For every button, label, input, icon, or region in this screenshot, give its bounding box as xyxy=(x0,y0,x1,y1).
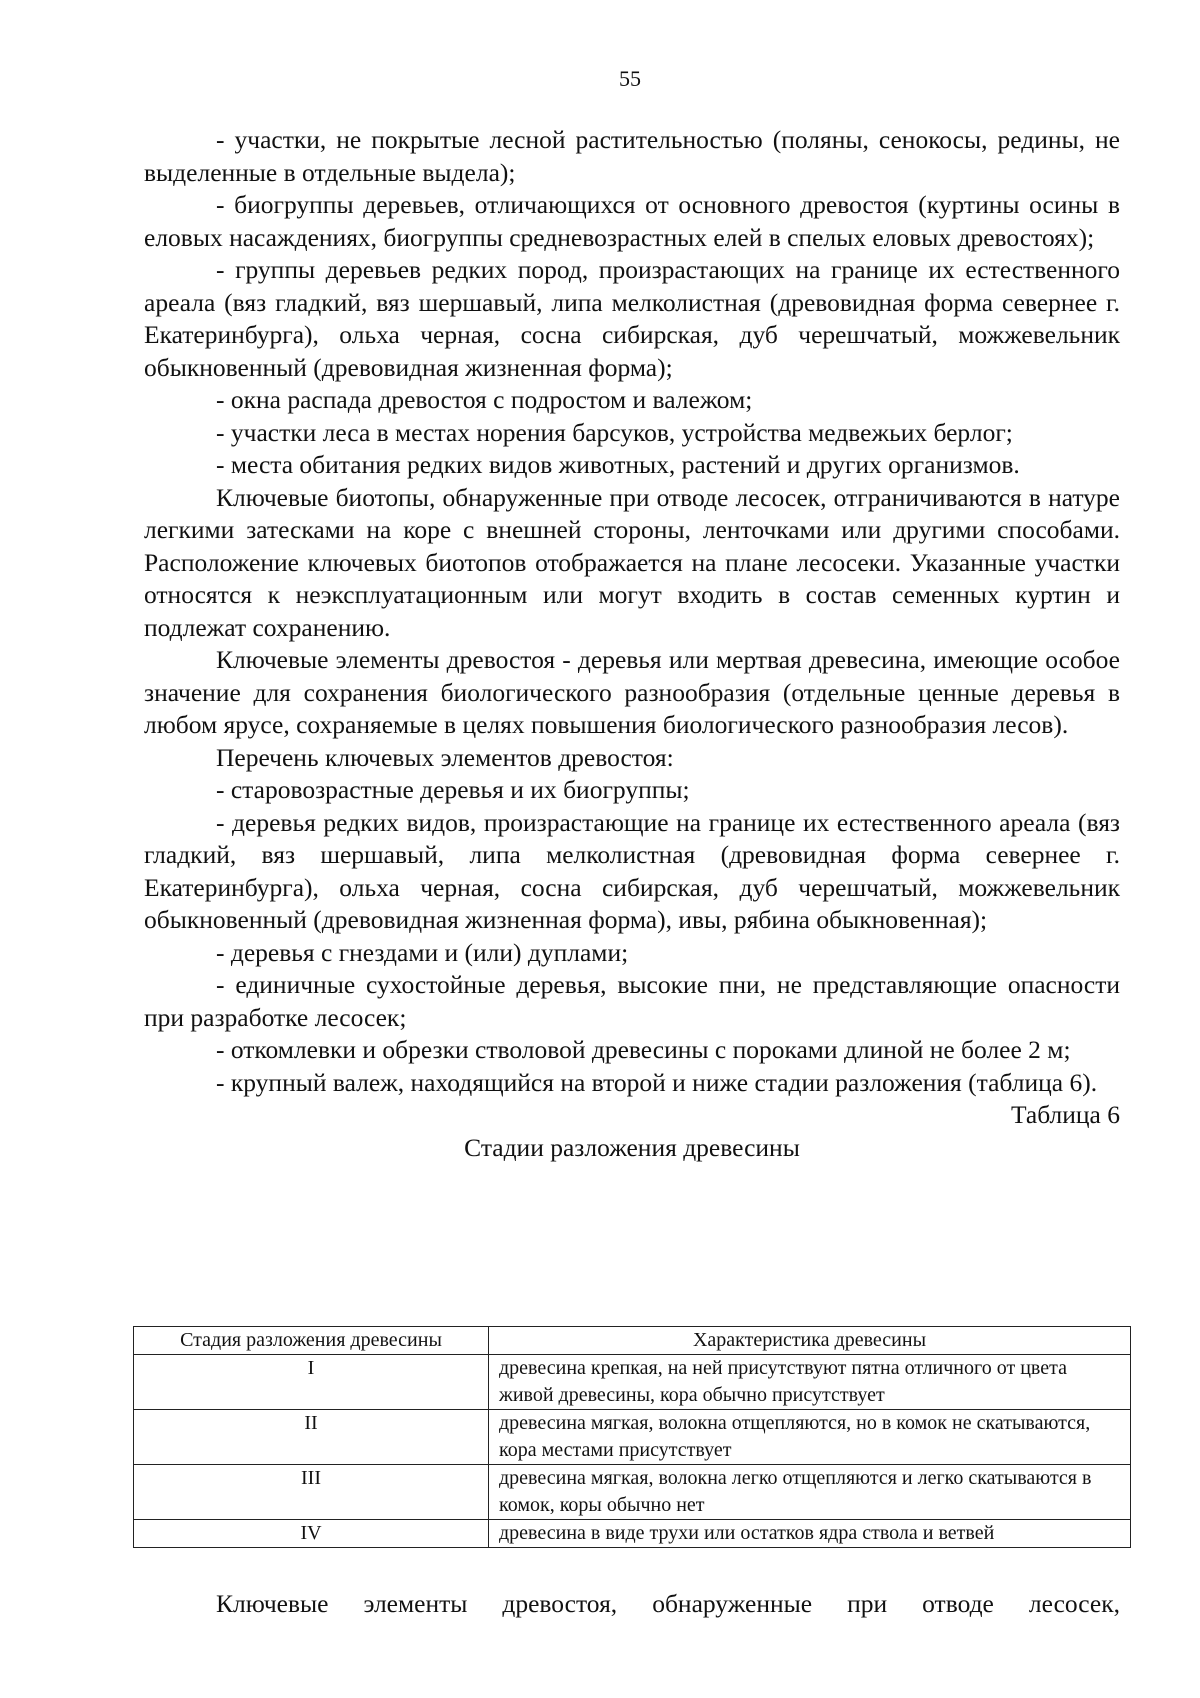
table-row xyxy=(134,1520,1131,1548)
paragraph: - окна распада древостоя с подростом и валежом; xyxy=(216,385,753,414)
paragraph: - участки леса в местах норения барсуков, устройства медвежьих берлог; xyxy=(216,417,1013,447)
paragraph: - единичные сухостойные деревья, высокие пни, не представляющие опасности при разработке лесосек; xyxy=(144,970,1120,1032)
closing-paragraph: Ключевые элементы древостоя, обнаруженные при отводе лесосек, xyxy=(216,1589,1120,1618)
stage-cell: II xyxy=(134,1410,489,1465)
body-text xyxy=(144,124,1120,1164)
header-stage: Стадия разложения древесины xyxy=(134,1327,489,1355)
stage-cell: IV xyxy=(134,1520,489,1548)
paragraph: - деревья с гнездами и (или) дуплами; xyxy=(216,937,629,967)
paragraph: - откомлевки и обрезки стволовой древесины с пороками длиной не более 2 м; xyxy=(216,1035,1071,1064)
paragraph: - группы деревьев редких пород, произрастающих на границе их естественного ареала (вяз гладкий, вяз шершавый, липа мелколистная (древовидная форма севернее г. Екатеринбурга), ольха черная, сосна сибирская, дуб черешчатый, можжевельник обыкновенный (древовидная жизненная форма); xyxy=(144,255,1120,382)
table-row xyxy=(134,1355,1131,1410)
paragraph: Ключевые элементы древостоя - деревья или мертвая древесина, имеющие особое значение для сохранения биологического разнообразия (отдельные ценные деревья в любом ярусе, сохраняемые в целях повышения биологического разнообразия лесов). xyxy=(144,645,1120,739)
description-cell: древесина крепкая, на ней присутствуют пятна отличного от цвета живой древесины, кора обычно присутствует xyxy=(489,1355,1131,1410)
paragraph: - биогруппы деревьев, отличающихся от основного древостоя (куртины осины в еловых насаждениях, биогруппы средневозрастных елей в спелых еловых древостоях); xyxy=(144,190,1120,252)
table-header-row xyxy=(134,1327,1131,1355)
table-row xyxy=(134,1465,1131,1520)
header-characteristic: Характеристика древесины xyxy=(489,1327,1131,1355)
paragraph: - участки, не покрытые лесной растительностью (поляны, сенокосы, редины, не выделенные в отдельные выдела); xyxy=(144,125,1120,187)
paragraph: Перечень ключевых элементов древостоя: xyxy=(216,742,674,772)
stage-cell: III xyxy=(134,1465,489,1520)
paragraph: Ключевые биотопы, обнаруженные при отводе лесосек, отграничиваются в натуре легкими затесками на коре с внешней стороны, ленточками или другими способами. Расположение ключевых биотопов отображается на плане лесосеки. Указанные участки относятся к неэксплуатационным или могут входить в состав семенных куртин и подлежат сохранению. xyxy=(144,482,1120,642)
decomposition-table xyxy=(133,1326,1131,1548)
table-label: Таблица 6 xyxy=(1010,1100,1120,1129)
description-cell: древесина мягкая, волокна отщепляются, но в комок не скатываются, кора местами присутствует xyxy=(489,1410,1131,1465)
paragraph: - крупный валеж, находящийся на второй и ниже стадии разложения (таблица 6). xyxy=(216,1067,1098,1097)
page-number: 55 xyxy=(619,66,641,91)
stage-cell: I xyxy=(134,1355,489,1410)
paragraph: - деревья редких видов, произрастающие на границе их естественного ареала (вяз гладкий, вяз шершавый, липа мелколистная (древовидная форма севернее г. Екатеринбурга), ольха черная, сосна сибирская, дуб черешчатый, можжевельник обыкновенный (древовидная жизненная форма), ивы, рябина обыкновенная); xyxy=(144,807,1120,934)
table-row xyxy=(134,1410,1131,1465)
description-cell: древесина мягкая, волокна легко отщепляются и легко скатываются в комок, коры обычно нет xyxy=(489,1465,1131,1520)
closing-text-block xyxy=(144,1588,1120,1653)
paragraph: - старовозрастные деревья и их биогруппы; xyxy=(216,775,690,804)
description-cell: древесина в виде трухи или остатков ядра ствола и ветвей xyxy=(489,1520,1131,1548)
decomposition-table-wrap xyxy=(133,1326,1131,1548)
table-title: Стадии разложения древесины xyxy=(464,1132,800,1162)
paragraph: - места обитания редких видов животных, растений и других организмов. xyxy=(216,450,1020,479)
